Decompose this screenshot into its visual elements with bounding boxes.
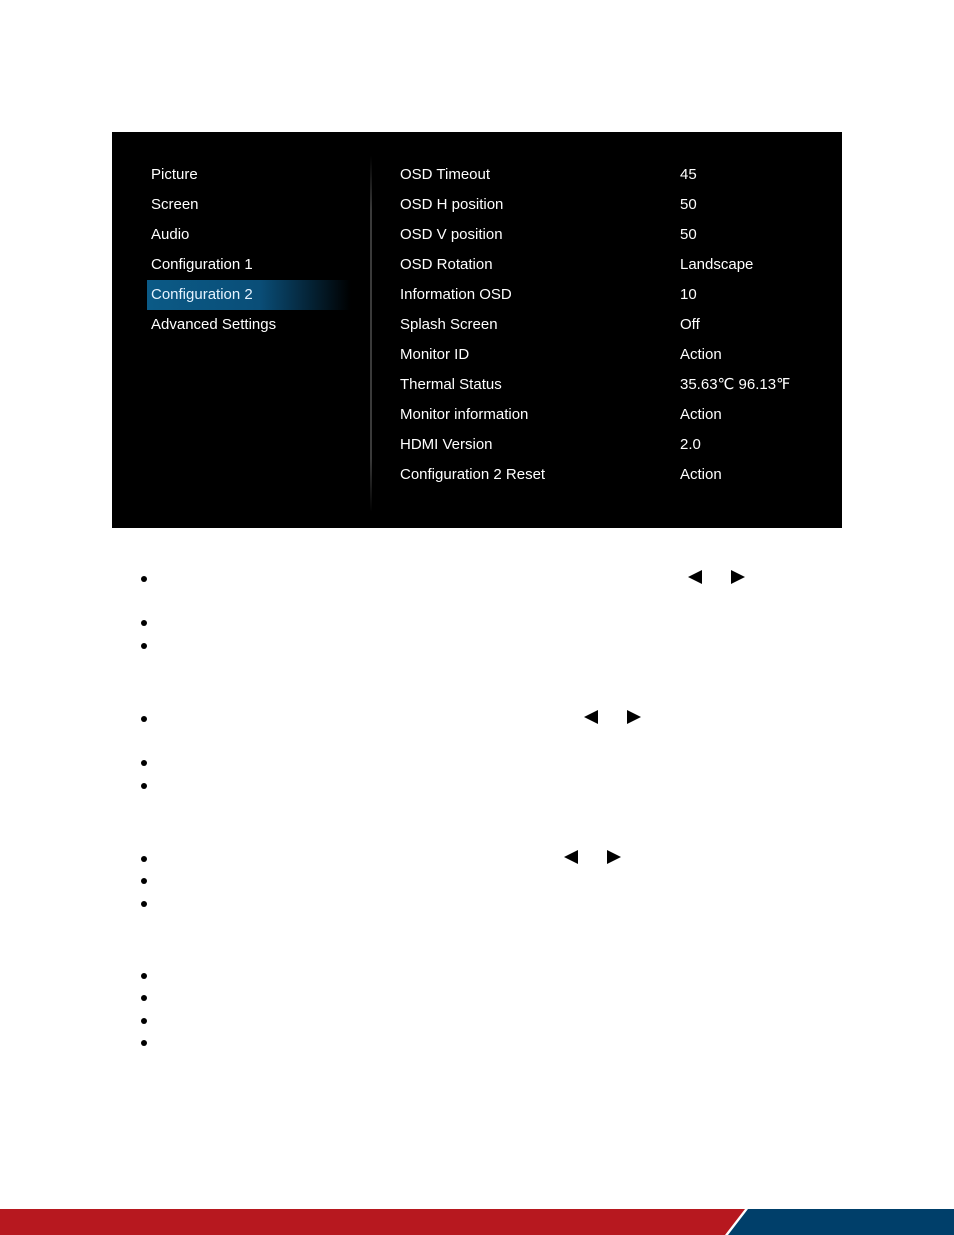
bullet-icon bbox=[141, 995, 147, 1001]
bullet-icon bbox=[141, 1040, 147, 1046]
setting-monitor-information-value[interactable]: Action bbox=[680, 406, 722, 423]
footer-red-band bbox=[0, 1209, 745, 1235]
setting-configuration-2-reset-value[interactable]: Action bbox=[680, 466, 722, 483]
bullet-icon bbox=[141, 856, 147, 862]
setting-monitor-id-value[interactable]: Action bbox=[680, 346, 722, 363]
setting-osd-v-position-value[interactable]: 50 bbox=[680, 226, 697, 243]
menu-item-picture[interactable]: Picture bbox=[151, 166, 198, 183]
bullet-icon bbox=[141, 878, 147, 884]
setting-thermal-status-value: 35.63℃ 96.13℉ bbox=[680, 376, 791, 393]
bullet-icon bbox=[141, 716, 147, 722]
setting-hdmi-version-label[interactable]: HDMI Version bbox=[400, 436, 493, 453]
setting-thermal-status-label[interactable]: Thermal Status bbox=[400, 376, 502, 393]
setting-splash-screen-value[interactable]: Off bbox=[680, 316, 700, 333]
menu-item-audio[interactable]: Audio bbox=[151, 226, 190, 243]
right-arrow-icon bbox=[607, 850, 621, 864]
setting-osd-timeout-value[interactable]: 45 bbox=[680, 166, 697, 183]
osd-menu-panel bbox=[112, 132, 842, 528]
setting-splash-screen-label[interactable]: Splash Screen bbox=[400, 316, 498, 333]
setting-hdmi-version-value[interactable]: 2.0 bbox=[680, 436, 701, 453]
setting-osd-timeout-label[interactable]: OSD Timeout bbox=[400, 166, 491, 183]
right-arrow-icon bbox=[731, 570, 745, 584]
bullet-icon bbox=[141, 643, 147, 649]
footer-brand-band bbox=[0, 1209, 954, 1235]
setting-osd-rotation-label[interactable]: OSD Rotation bbox=[400, 256, 493, 273]
bullet-icon bbox=[141, 1018, 147, 1024]
left-arrow-icon bbox=[688, 570, 702, 584]
setting-osd-h-position-value[interactable]: 50 bbox=[680, 196, 697, 213]
setting-monitor-information-label[interactable]: Monitor information bbox=[400, 406, 529, 423]
setting-monitor-id-label[interactable]: Monitor ID bbox=[400, 346, 470, 363]
bullet-icon bbox=[141, 901, 147, 907]
bullet-icon bbox=[141, 620, 147, 626]
left-arrow-icon bbox=[564, 850, 578, 864]
setting-osd-rotation-value[interactable]: Landscape bbox=[680, 256, 754, 273]
setting-information-osd-label[interactable]: Information OSD bbox=[400, 286, 512, 303]
bullet-icon bbox=[141, 973, 147, 979]
bullet-icon bbox=[141, 576, 147, 582]
setting-configuration-2-reset-label[interactable]: Configuration 2 Reset bbox=[400, 466, 546, 483]
setting-information-osd-value[interactable]: 10 bbox=[680, 286, 697, 303]
bullet-icon bbox=[141, 760, 147, 766]
footer-blue-band bbox=[728, 1209, 954, 1235]
setting-osd-h-position-label[interactable]: OSD H position bbox=[400, 196, 504, 213]
menu-item-screen[interactable]: Screen bbox=[151, 196, 199, 213]
menu-item-configuration-1[interactable]: Configuration 1 bbox=[151, 256, 253, 273]
right-arrow-icon bbox=[627, 710, 641, 724]
setting-osd-v-position-label[interactable]: OSD V position bbox=[400, 226, 503, 243]
menu-item-advanced-settings[interactable]: Advanced Settings bbox=[151, 316, 277, 333]
osd-column-divider bbox=[370, 156, 372, 512]
bullet-icon bbox=[141, 783, 147, 789]
menu-item-configuration-2[interactable]: Configuration 2 bbox=[147, 280, 351, 310]
left-arrow-icon bbox=[584, 710, 598, 724]
